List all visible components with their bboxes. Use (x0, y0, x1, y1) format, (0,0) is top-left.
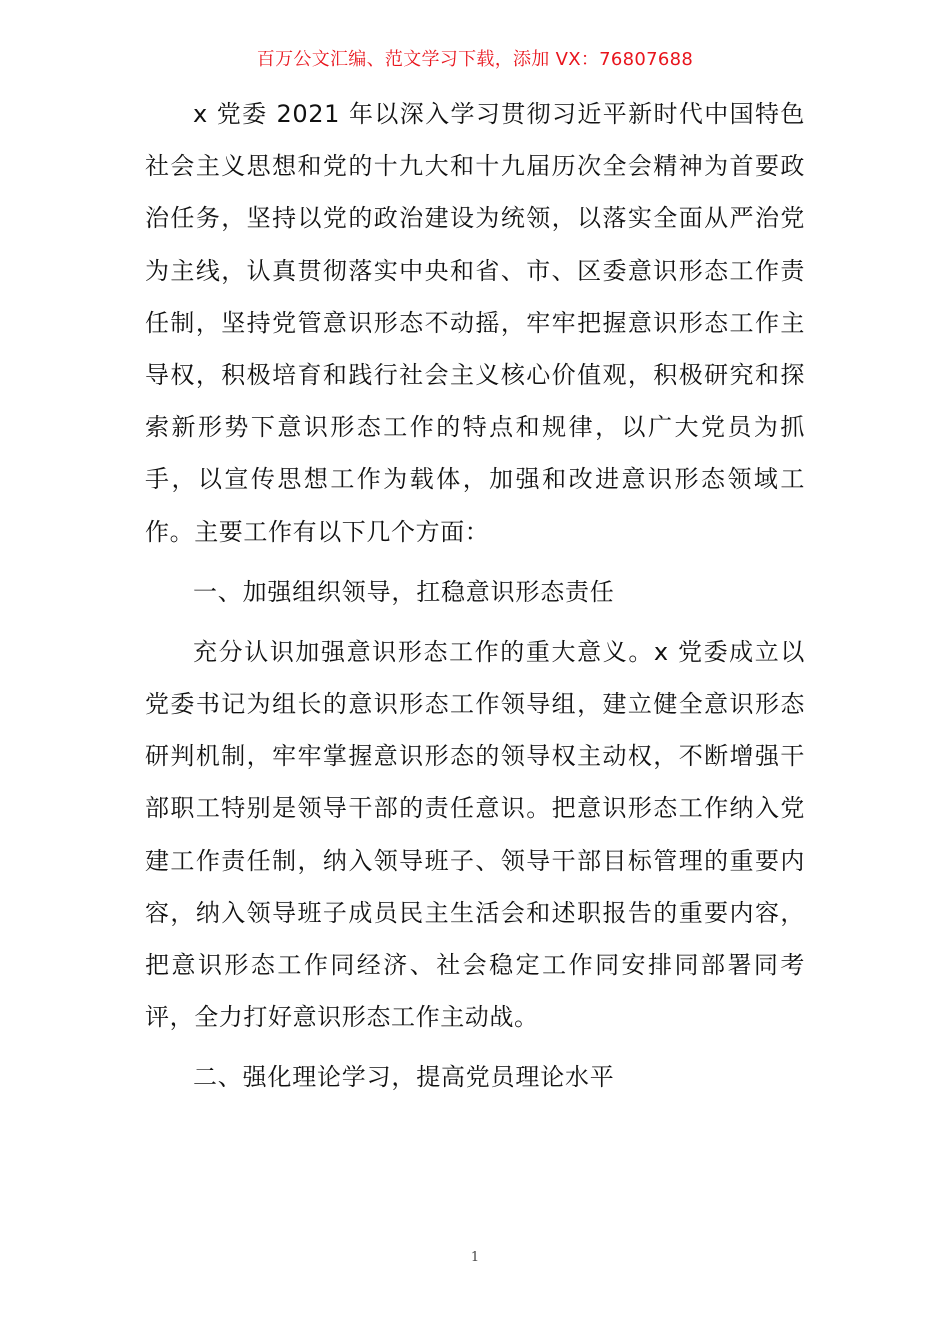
document-body (145, 88, 805, 1111)
intro-paragraph: x 党委 2021 年以深入学习贯彻习近平新时代中国特色社会主义思想和党的十九大和十九届历次全会精神为首要政治任务，坚持以党的政治建设为统领，以落实全面从严治党为主线，认真贯彻落实中央和省、市、区委意识形态工作责任制，坚持党管意识形态不动摇，牢牢把握意识形态工作主导权，积极培育和践行社会主义核心价值观，积极研究和探索新形势下意识形态工作的特点和规律，以广大党员为抓手，以宣传思想工作为载体，加强和改进意识形态领域工作。主要工作有以下几个方面： (145, 100, 805, 546)
header-watermark-note: 百万公文汇编、范文学习下载，添加 VX：76807688 (256, 49, 694, 70)
section-2-heading: 二、强化理论学习，提高党员理论水平 (193, 1063, 615, 1092)
section-1-paragraph: 充分认识加强意识形态工作的重大意义。x 党委成立以党委书记为组长的意识形态工作领导组，建立健全意识形态研判机制，牢牢掌握意识形态的领导权主动权，不断增强干部职工特别是领导干部的责任意识。把意识形态工作纳入党建工作责任制，纳入领导班子、领导干部目标管理的重要内容，纳入领导班子成员民主生活会和述职报告的重要内容，把意识形态工作同经济、社会稳定工作同安排同部署同考评，全力打好意识形态工作主动战。 (145, 637, 805, 1032)
section-1-heading: 一、加强组织领导，扛稳意识形态责任 (193, 577, 615, 606)
page-number: 1 (470, 1250, 480, 1265)
